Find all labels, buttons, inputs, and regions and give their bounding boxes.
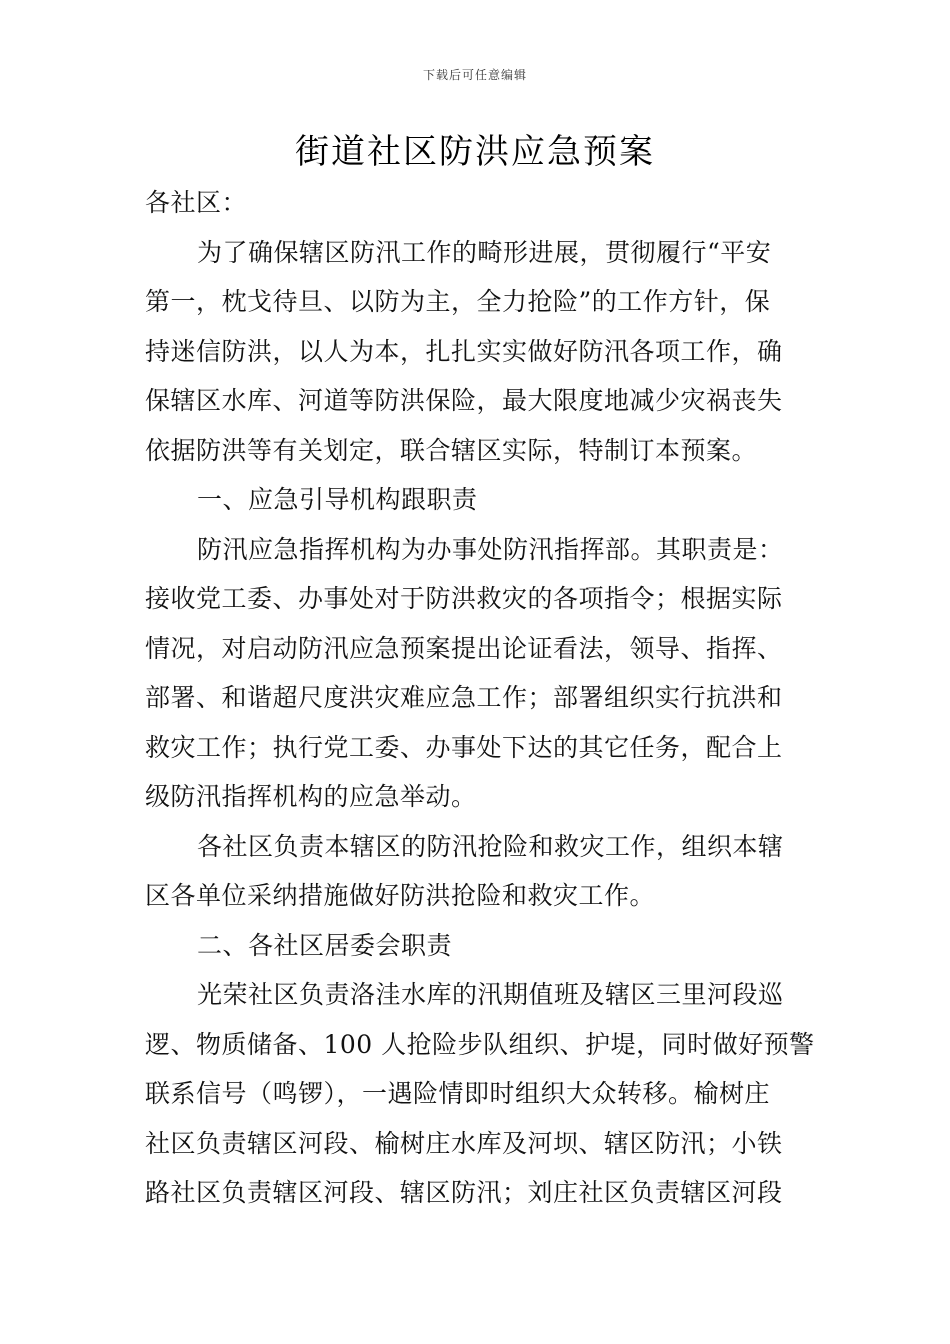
body-line: 一、应急引导机构跟职责 xyxy=(197,485,478,514)
body-line: 联系信号（鸣锣），一遇险情即时组织大众转移。榆树庄 xyxy=(145,1079,771,1108)
header-note: 下载后可任意编辑 xyxy=(422,68,527,82)
body-line: 路社区负责辖区河段、辖区防汛；刘庄社区负责辖区河段 xyxy=(145,1178,783,1207)
body-line: 防汛应急指挥机构为办事处防汛指挥部。其职责是： xyxy=(197,534,784,564)
body-line: 光荣社区负责洛洼水库的汛期值班及辖区三里河段巡 xyxy=(197,980,784,1009)
body-line: 第一，枕戈待旦、以防为主，全力抢险”的工作方针，保 xyxy=(145,287,771,316)
body-line: 保辖区水库、河道等防洪保险，最大限度地减少灾祸丧失 xyxy=(145,386,783,415)
body-line: 依据防洪等有关划定，联合辖区实际，特制订本预案。 xyxy=(145,435,758,465)
body-line: 部署、和谐超尺度洪灾难应急工作；部署组织实行抗洪和 xyxy=(145,683,783,712)
document-body xyxy=(145,178,815,1218)
body-line: 接收党工委、办事处对于防洪救灾的各项指令；根据实际 xyxy=(145,584,783,613)
body-line: 为了确保辖区防汛工作的畸形进展，贯彻履行“平安 xyxy=(197,237,772,267)
body-line: 救灾工作；执行党工委、办事处下达的其它任务，配合上 xyxy=(145,732,783,762)
body-line: 二、各社区居委会职责 xyxy=(197,930,453,960)
body-line: 持迷信防洪，以人为本，扎扎实实做好防汛各项工作，确 xyxy=(145,336,783,366)
body-line: 逻、物质储备、100 人抢险步队组织、护堤，同时做好预警 xyxy=(145,1029,815,1059)
body-line: 各社区： xyxy=(145,188,248,217)
body-line: 区各单位采纳措施做好防洪抢险和救灾工作。 xyxy=(145,881,656,910)
document-title: 街道社区防洪应急预案 xyxy=(295,132,655,172)
body-line: 情况，对启动防汛应急预案提出论证看法，领导、指挥、 xyxy=(145,633,783,663)
body-line: 社区负责辖区河段、榆树庄水库及河坝、辖区防汛；小铁 xyxy=(145,1128,783,1158)
body-line: 级防汛指挥机构的应急举动。 xyxy=(145,782,477,811)
body-line: 各社区负责本辖区的防汛抢险和救灾工作，组织本辖 xyxy=(197,831,784,861)
